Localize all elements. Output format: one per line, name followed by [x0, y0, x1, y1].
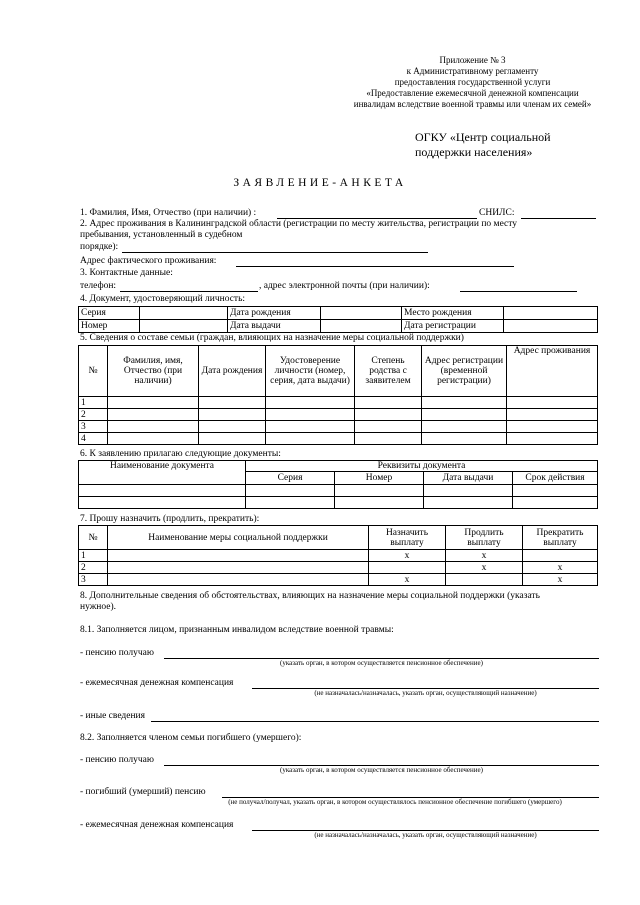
doc-details-header: Реквизиты документа — [246, 461, 598, 472]
request-header: Продлить выплату — [446, 526, 523, 550]
doc-cell[interactable] — [335, 485, 424, 497]
doc-cell[interactable] — [246, 497, 335, 509]
annex-block — [330, 55, 615, 110]
family-cell[interactable] — [199, 409, 266, 421]
family-header: Дата рождения — [199, 346, 266, 397]
request-header: Назначить выплату — [369, 526, 446, 550]
address-label-1: 2. Адрес проживания в Калининградской области (регистрации по месту жительства, регистрации по месту — [80, 219, 518, 229]
doc-cell[interactable] — [513, 497, 598, 509]
id-doc-heading: 4. Документ, удостоверяющий личность: — [80, 294, 246, 304]
family-cell[interactable] — [266, 397, 355, 409]
family-cell[interactable] — [199, 433, 266, 445]
family-cell[interactable] — [266, 433, 355, 445]
monthly-comp-caption: (не назначалась/назначалась, указать орган, осуществляющий назначение) — [314, 689, 537, 697]
request-header: Прекратить выплату — [523, 526, 598, 550]
deceased-pension-caption: (не получал/получал, указать орган, в котором осуществлялось пенсионное обеспечение погибшего (умершего) — [228, 798, 562, 806]
family-header: Адрес регистрации (временной регистрации) — [422, 346, 507, 397]
doc-cell[interactable] — [424, 485, 513, 497]
family-row-number: 4 — [79, 433, 108, 445]
fio-label: 1. Фамилия, Имя, Отчество (при наличии) : — [80, 208, 257, 218]
family-cell[interactable] — [422, 421, 507, 433]
family-heading: 5. Сведения о составе семьи (граждан, влияющих на назначение меры социальной поддержки) — [80, 333, 464, 343]
doc-cell[interactable] — [79, 497, 246, 509]
deceased-pension-label: - погибший (умерший) пенсию — [80, 787, 206, 797]
id-document-table — [78, 306, 598, 333]
family-header: № — [79, 346, 108, 397]
monthly-comp2-label: - ежемесячная денежная компенсация — [80, 820, 234, 830]
email-label: , адрес электронной почты (при наличии): — [259, 281, 430, 291]
request-row-number: 3 — [79, 574, 108, 586]
family-cell[interactable] — [108, 421, 199, 433]
id-cell: Номер — [79, 320, 140, 333]
doc-cell[interactable] — [424, 497, 513, 509]
family-cell[interactable] — [266, 421, 355, 433]
request-row-number: 1 — [79, 550, 108, 562]
monthly-comp-label: - ежемесячная денежная компенсация — [80, 678, 234, 688]
request-header: Наименование меры социальной поддержки — [108, 526, 369, 550]
id-cell: Дата рождения — [228, 307, 321, 320]
id-cell: Место рождения — [402, 307, 504, 320]
family-row-number: 1 — [79, 397, 108, 409]
email-input-line[interactable] — [460, 291, 577, 292]
address-label-3: порядке): — [80, 242, 119, 252]
family-cell[interactable] — [507, 433, 598, 445]
family-cell[interactable] — [422, 397, 507, 409]
family-cell[interactable] — [266, 409, 355, 421]
family-cell[interactable] — [199, 421, 266, 433]
stop-mark[interactable]: x — [523, 574, 598, 586]
family-header: Адрес проживания — [507, 346, 598, 397]
address-label-2: пребывания, установленный в судебном — [80, 230, 243, 240]
id-cell-input[interactable] — [504, 320, 598, 333]
recipient-line: поддержки населения» — [415, 145, 533, 159]
family-cell[interactable] — [507, 421, 598, 433]
snils-label: СНИЛС: — [479, 208, 515, 218]
family-cell[interactable] — [507, 397, 598, 409]
family-cell[interactable] — [199, 397, 266, 409]
family-cell[interactable] — [108, 409, 199, 421]
id-cell: Дата регистрации — [402, 320, 504, 333]
doc-cell[interactable] — [246, 485, 335, 497]
contacts-label: 3. Контактные данные: — [80, 268, 173, 278]
family-cell[interactable] — [355, 421, 422, 433]
pension2-caption: (указать орган, в котором осуществляется пенсионное обеспечение) — [280, 766, 483, 774]
id-cell-input[interactable] — [321, 307, 402, 320]
annex-line: предоставления государственной услуги — [394, 77, 551, 87]
id-cell-input[interactable] — [140, 307, 228, 320]
doc-cell[interactable] — [79, 485, 246, 497]
request-measure-cell[interactable] — [108, 562, 369, 574]
request-table — [78, 525, 598, 586]
extend-mark[interactable] — [446, 574, 523, 586]
annex-line: к Административному регламенту — [406, 66, 539, 76]
doc-name-header: Наименование документа — [79, 461, 246, 485]
id-cell: Серия — [79, 307, 140, 320]
document-title: ЗАЯВЛЕНИЕ-АНКЕТА — [233, 177, 407, 189]
id-cell: Дата выдачи — [228, 320, 321, 333]
request-measure-cell[interactable] — [108, 550, 369, 562]
section-8-1: 8.1. Заполняется лицом, признанным инвалидом вследствие военной травмы: — [80, 625, 394, 635]
documents-table — [78, 460, 598, 509]
assign-mark[interactable] — [369, 562, 446, 574]
family-row-number: 3 — [79, 421, 108, 433]
pension-label: - пенсию получаю — [80, 648, 154, 658]
extend-mark[interactable]: x — [446, 562, 523, 574]
family-header: Степень родства с заявителем — [355, 346, 422, 397]
annex-line: инвалидам вследствие военной травмы или членам их семей» — [353, 99, 592, 109]
stop-mark[interactable] — [523, 550, 598, 562]
family-row-number: 2 — [79, 409, 108, 421]
phone-input-line[interactable] — [120, 291, 258, 292]
family-header: Удостоверение личности (номер, серия, дата выдачи) — [266, 346, 355, 397]
address-input-line[interactable] — [122, 252, 428, 253]
other-label: - иные сведения — [80, 711, 146, 721]
section-8-2: 8.2. Заполняется членом семьи погибшего (умершего): — [80, 733, 302, 743]
snils-input-line[interactable] — [521, 218, 596, 219]
pension-caption: (указать орган, в котором осуществляется пенсионное обеспечение) — [280, 659, 483, 667]
actual-address-input-line[interactable] — [236, 266, 514, 267]
recipient-line: ОГКУ «Центр социальной — [415, 130, 551, 144]
doc-sub-header: Номер — [335, 472, 424, 485]
id-cell-input[interactable] — [321, 320, 402, 333]
recipient — [415, 130, 551, 160]
annex-line: Приложение № 3 — [439, 55, 506, 65]
family-cell[interactable] — [108, 433, 199, 445]
request-row-number: 2 — [79, 562, 108, 574]
id-cell-input[interactable] — [504, 307, 598, 320]
family-cell[interactable] — [507, 409, 598, 421]
annex-line: «Предоставление ежемесячной денежной компенсации — [366, 88, 579, 98]
doc-cell[interactable] — [335, 497, 424, 509]
assign-mark[interactable]: x — [369, 574, 446, 586]
documents-heading: 6. К заявлению прилагаю следующие документы: — [80, 449, 281, 459]
family-cell[interactable] — [422, 433, 507, 445]
family-cell[interactable] — [355, 397, 422, 409]
request-measure-cell[interactable] — [108, 574, 369, 586]
request-heading: 7. Прошу назначить (продлить, прекратить): — [80, 514, 260, 524]
doc-sub-header: Серия — [246, 472, 335, 485]
family-cell[interactable] — [355, 409, 422, 421]
family-header: Фамилия, имя, Отчество (при наличии) — [108, 346, 199, 397]
phone-label: телефон: — [80, 281, 117, 291]
additional-heading-2: нужное). — [80, 602, 116, 612]
id-cell-input[interactable] — [140, 320, 228, 333]
family-cell[interactable] — [108, 397, 199, 409]
pension2-label: - пенсию получаю — [80, 755, 154, 765]
doc-cell[interactable] — [513, 485, 598, 497]
request-header: № — [79, 526, 108, 550]
actual-address-label: Адрес фактического проживания: — [80, 256, 217, 266]
other-input-line[interactable] — [151, 721, 599, 722]
family-cell[interactable] — [422, 409, 507, 421]
family-cell[interactable] — [355, 433, 422, 445]
assign-mark[interactable]: x — [369, 550, 446, 562]
extend-mark[interactable]: x — [446, 550, 523, 562]
stop-mark[interactable]: x — [523, 562, 598, 574]
additional-heading-1: 8. Дополнительные сведения об обстоятельствах, влияющих на назначение меры социальной поддержки (указать — [80, 591, 540, 601]
doc-sub-header: Срок действия — [513, 472, 598, 485]
monthly-comp2-caption: (не назначалась/назначалась, указать орган, осуществляющий назначение) — [314, 831, 537, 839]
family-table — [78, 345, 598, 445]
doc-sub-header: Дата выдачи — [424, 472, 513, 485]
